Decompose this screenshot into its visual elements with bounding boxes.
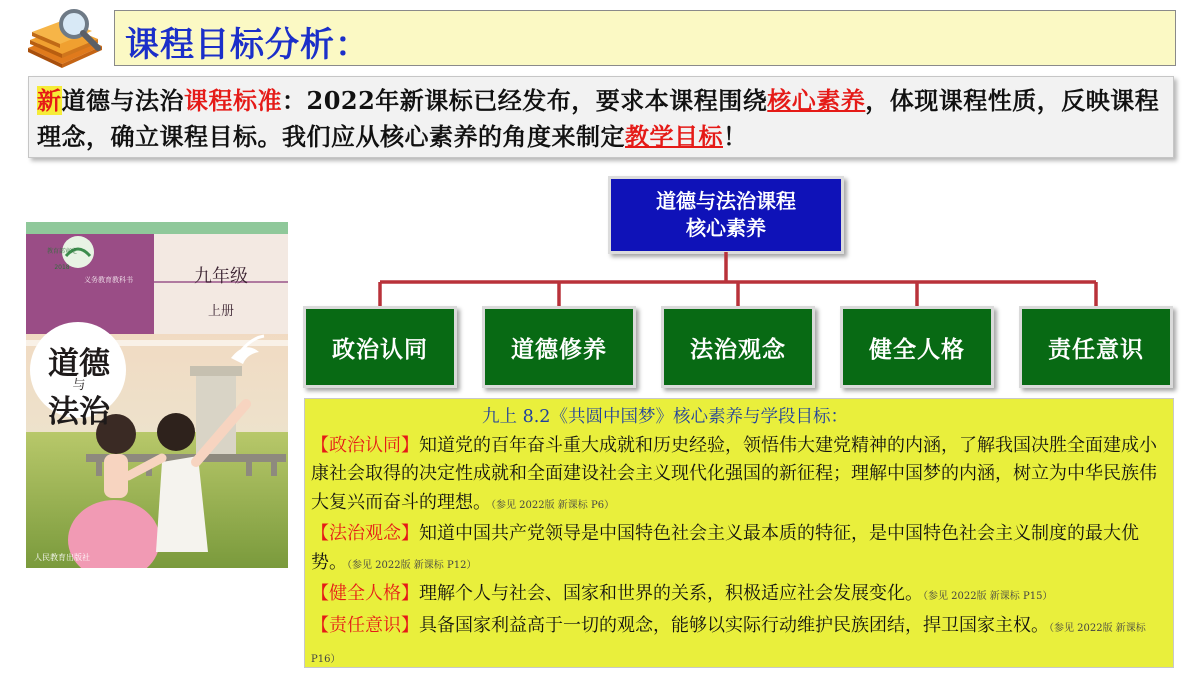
intro-text-a: ：2022年新课标已经发布，要求本课程围绕	[282, 86, 768, 115]
intro-subject: 道德与法治	[61, 86, 184, 115]
objectives-heading: 九上 8.2《共圆中国梦》核心素养与学段目标：	[482, 407, 848, 427]
objective-item	[311, 520, 1169, 580]
textbook-cover	[26, 222, 288, 568]
intro-panel	[28, 76, 1174, 158]
objective-text: 具备国家利益高于一切的观念，能够以实际行动维护民族团结，捍卫国家主权。	[419, 614, 1049, 636]
book-badge-year: 2018	[54, 264, 70, 271]
intro-core-literacy: 核心素养	[767, 86, 866, 115]
book-title-2: 法治	[48, 394, 110, 430]
intro-text-b: ，体现课程性质，反映课程理念，确立课程目标。我们应从核心素养的角度来制定	[37, 86, 1160, 151]
objectives-panel	[304, 398, 1174, 668]
objective-text: 知道党的百年奋斗重大成就和历史经验，领悟伟大建党精神的内涵，了解我国决胜全面建成小康社会取得的决定性成就和全面建设社会主义现代化强国的新征程；理解中国梦的内涵，树立为中华民族伟大复兴而奋斗的理想。	[311, 434, 1157, 513]
book-badge-top: 教育部审定	[46, 248, 77, 255]
objective-tag: 【健全人格】	[311, 583, 419, 604]
books-magnifier-icon	[22, 6, 108, 68]
title-banner	[114, 10, 1176, 66]
org-chart-connectors	[300, 252, 1180, 310]
objective-ref: （参见 2022版 新课标 P16）	[311, 622, 1146, 665]
book-series: 义务教育教科书	[84, 276, 133, 284]
intro-teaching-goal: 教学目标	[625, 122, 723, 151]
intro-standard: 课程标准	[184, 86, 282, 115]
objective-text: 知道中国共产党领导是中国特色社会主义最本质的特征，是中国特色社会主义制度的最大优势。	[311, 523, 1139, 573]
book-title-mid: 与	[72, 378, 86, 393]
objective-ref: （参见 2022版 新课标 P12）	[347, 559, 477, 571]
core-literacy-root-node	[608, 176, 844, 254]
node-political-identity: 政治认同	[303, 306, 457, 388]
objective-ref: （参见 2022版 新课标 P6）	[491, 499, 615, 511]
book-publisher: 人民教育出版社	[34, 553, 90, 562]
objective-item	[311, 432, 1169, 521]
objective-tag: 【法治观念】	[311, 523, 419, 544]
objective-tag: 【责任意识】	[311, 614, 419, 636]
objective-text: 理解个人与社会、国家和世界的关系，积极适应社会发展变化。	[419, 583, 923, 604]
intro-new: 新	[37, 86, 62, 115]
objective-item	[311, 580, 1169, 612]
book-volume: 上册	[207, 304, 234, 319]
objective-item	[311, 612, 1169, 675]
node-sense-of-responsibility: 责任意识	[1019, 306, 1173, 388]
book-grade: 九年级	[194, 266, 248, 287]
intro-text-c: ！	[723, 122, 748, 151]
root-node-line-2: 核心素养	[686, 216, 766, 240]
objective-ref: （参见 2022版 新课标 P15）	[923, 591, 1053, 602]
node-moral-cultivation: 道德修养	[482, 306, 636, 388]
objective-tag: 【政治认同】	[311, 434, 419, 456]
page-title: 课程目标分析：	[125, 25, 370, 65]
node-rule-of-law: 法治观念	[661, 306, 815, 388]
book-title-1: 道德	[48, 346, 110, 382]
root-node-line-1: 道德与法治课程	[656, 189, 796, 213]
node-sound-personality: 健全人格	[840, 306, 994, 388]
intro-paragraph	[37, 83, 1169, 155]
